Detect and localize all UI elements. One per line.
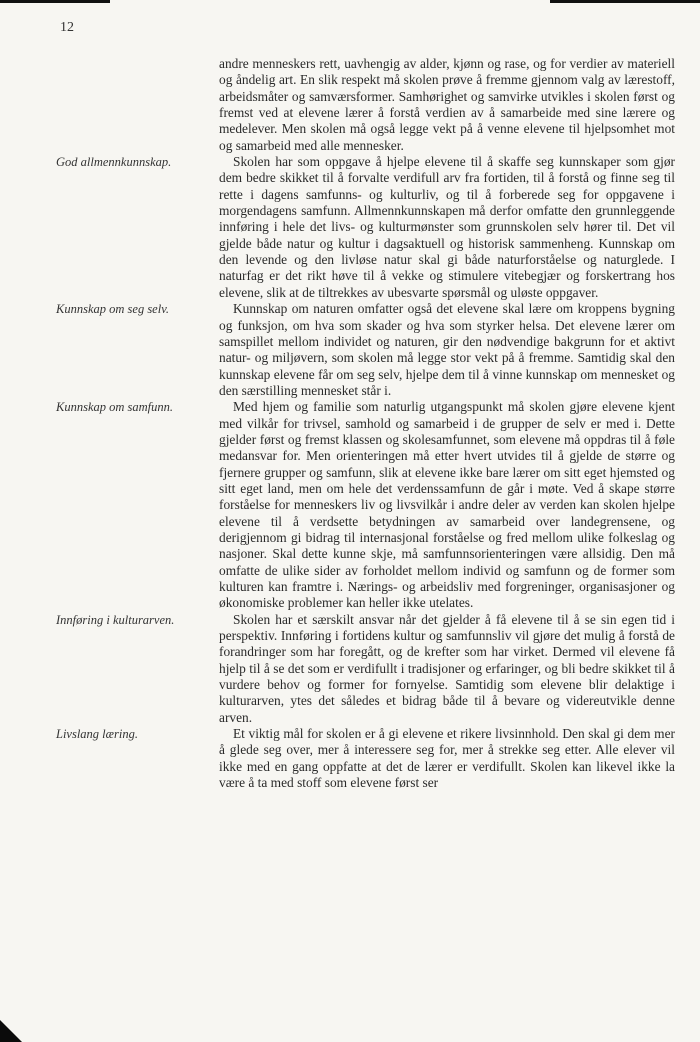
body-paragraph: Skolen har et særskilt ansvar når det gjelder å få elevene til å se sin egen tid i perspektiv. Innføring i fortidens kultur og samfunnsliv vil gjøre det mulig å forstå de forandringer som har foregått, og de krefter som har virket. Dermed vil elevene få hjelp til å se det som er verdifullt i tradisjoner og erfaringer, og bli bedre skikket til å vurdere behov og former for fornyelse. Samtidig som elevene blir delaktige i kulturarven, ytes det således et bidrag både til å bevare og videreutvikle denne arven.	[219, 611, 675, 725]
body-paragraph: Skolen har som oppgave å hjelpe elevene til å skaffe seg kunnskaper som gjør dem bedre skikket til å forvalte verdifull arv fra fortiden, til å forstå og finne seg til rette i dagens samfunns- og kulturliv, og til å forberede seg for oppgavene i morgendagens samfunn. Allmennkunnskapen må derfor omfatte den grunnleggende innføring i hele det livs- og kulturmønster som grunnskolen selv hører til. Det vil gjelde både natur og kultur i dagsaktuell og historisk sammenheng. Kunnskap om den levende og den livløse natur skal gi både naturforståelse og naturglede. I naturfag er det rikt høve til å vekke og stimulere vitebegjær og forskertrang hos elevene, slik at de tiltrekkes av ubesvarte spørsmål og uløste oppgaver.	[219, 154, 675, 300]
margin-note: Kunnskap om seg selv.	[56, 302, 169, 317]
margin-note: Kunnskap om samfunn.	[56, 400, 174, 415]
scan-corner-shadow	[0, 1020, 22, 1042]
margin-note: Innføring i kulturarven.	[56, 612, 175, 627]
body-paragraph: Med hjem og familie som naturlig utgangspunkt må skolen gjøre elevene kjent med vilkår for trivsel, samhold og samarbeid i de grupper de selv er med i. Dette gjelder først og fremst klassen og skolesamfunnet, som elevene må oppdras til å føle medansvar for. Men orienteringen må etter hvert utvides til å gjelde de større og fjernere grupper og samfunn, slik at elevene ikke bare lærer om sitt eget hjemsted og sitt eget land, men om hele det verdenssamfunn de går i møte. Ved å skape større forståelse for menneskers liv og livsvilkår i andre deler av verden kan skolen hjelpe elevene til å verdsette betydningen av samarbeid over landegrensene, og derigjennom gi bidrag til internasjonal forståelse og fred mellom ulike folkeslag og nasjoner. Skal dette kunne skje, må samfunnsorienteringen være allsidig. Den må omfatte de ulike sider av forholdet mellom individ og samfunn og de former som kulturen kan framtre i. Nærings- og arbeidsliv med forgreninger, organisasjoner og økonomiske problemer kan heller ikke utelates.	[219, 399, 675, 611]
paragraph-block	[0, 612, 675, 726]
paragraph-block	[0, 726, 675, 791]
paragraph-block	[0, 56, 675, 154]
page-body	[0, 56, 700, 791]
scan-edge-top-right	[550, 0, 700, 3]
paragraph-block	[0, 301, 675, 399]
body-paragraph: Kunnskap om naturen omfatter også det elevene skal lære om kroppens bygning og funksjon, om hva som skader og hva som styrker helsa. Det elevene lærer om samspillet mellom individet og naturen, gir den nødvendige bakgrunn for et aktivt natur- og miljøvern, som skolen må legge stor vekt på å fremme. Samtidig skal den kunnskap elevene får om seg selv, hjelpe dem til å vinne kunnskap om mennesket og den særstilling mennesket står i.	[219, 301, 675, 398]
margin-note: God allmennkunnskap.	[56, 155, 172, 170]
body-paragraph: Et viktig mål for skolen er å gi elevene et rikere livsinnhold. Den skal gi dem mer å glede seg over, mer å interessere seg for, mer å strekke seg etter. Alle elever vil ikke med en gang oppfatte at det de lærer er verdifullt. Skolen kan likevel ikke la være å ta med stoff som elevene først ser	[219, 726, 675, 791]
scan-edge-top-left	[0, 0, 110, 3]
paragraph-block	[0, 154, 675, 301]
paragraph-block	[0, 399, 675, 611]
body-paragraph: andre menneskers rett, uavhengig av alder, kjønn og rase, og for verdier av materiell og åndelig art. En slik respekt må skolen prøve å fremme gjennom valg av lærestoff, arbeidsmåter og samværsformer. Samhørighet og samvirke utvikles i skolen først og fremst ved at elevene lærer å forstå verdien av å samarbeide med sine lærere og medelever. Men skolen må også legge vekt på å venne elevene til hjelpsomhet mot og samarbeid med alle mennesker.	[219, 56, 675, 153]
page-number: 12	[60, 20, 74, 35]
margin-note: Livslang læring.	[56, 727, 138, 742]
